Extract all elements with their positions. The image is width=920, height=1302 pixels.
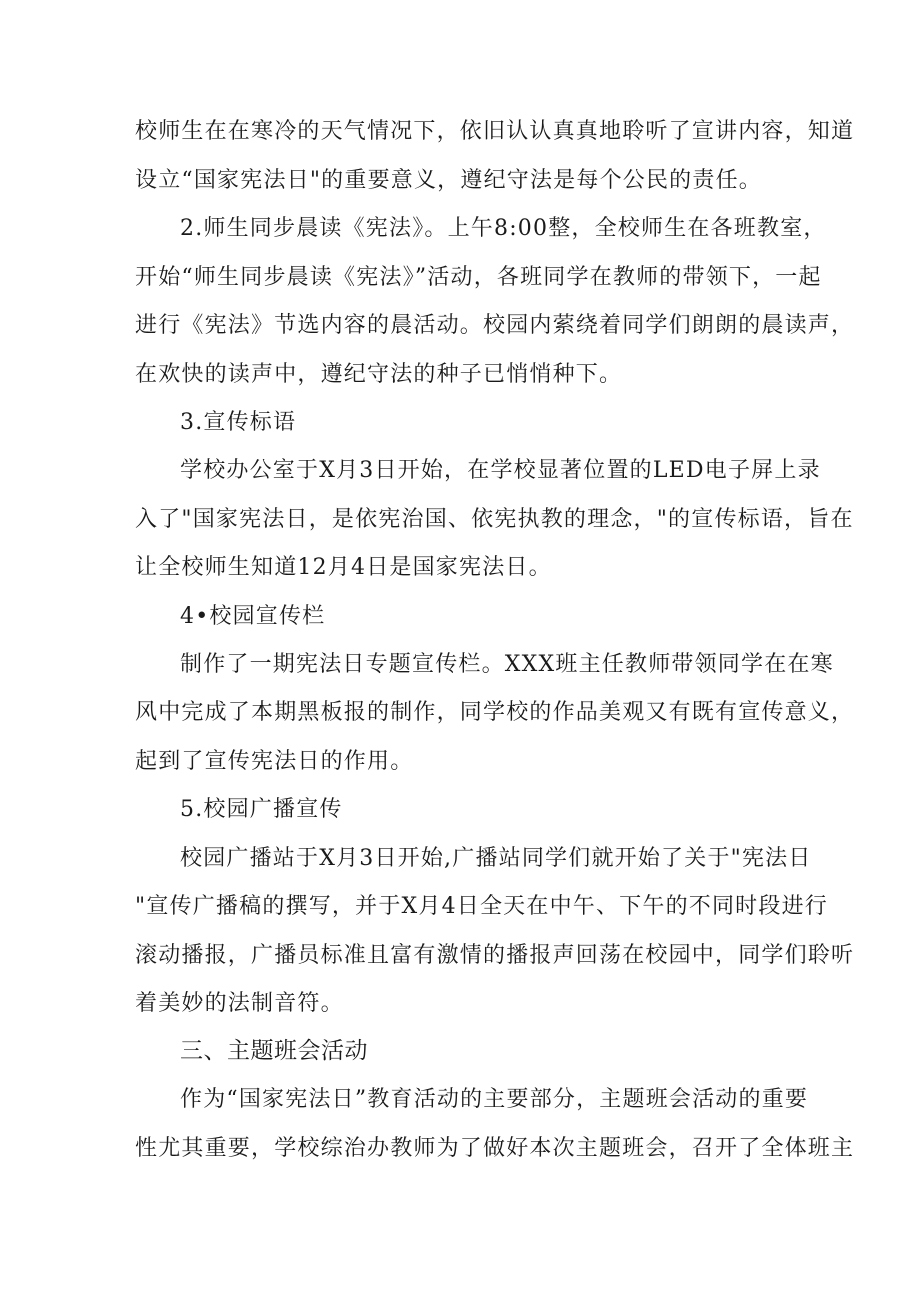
body-text-line: 校园广播站于X月3日开始,广播站同学们就开始了关于"宪法日 <box>180 846 812 871</box>
body-text-line: 学校办公室于X月3日开始，在学校显著位置的LED电子屏上录 <box>180 458 821 483</box>
body-text-line: 起到了宣传宪法日的作用。 <box>135 749 414 774</box>
subheading: 4•校园宣传栏 <box>180 604 326 629</box>
body-text-line: 在欢快的读声中，遵纪守法的种子已悄悄种下。 <box>135 362 623 387</box>
body-text-line: "宣传广播稿的撰写，并于X月4日全天在中午、下午的不同时段进行 <box>135 894 828 919</box>
body-text-line: 制作了一期宪法日专题宣传栏。XXX班主任教师带领同学在在寒 <box>180 652 834 677</box>
body-text-line: 滚动播报，广播员标准且富有激情的播报声回荡在校园中，同学们聆听 <box>135 943 855 968</box>
body-text-line: 入了"国家宪法日，是依宪治国、依宪执教的理念，"的宣传标语，旨在 <box>135 507 854 532</box>
body-text-line: 性尤其重要，学校综治办教师为了做好本次主题班会，召开了全体班主 <box>135 1136 855 1161</box>
section-heading: 三、主题班会活动 <box>180 1038 368 1064</box>
body-text-line: 校师生在在寒冷的天气情况下，依旧认认真真地聆听了宣讲内容，知道 <box>135 119 855 144</box>
body-text-line: 着美妙的法制音符。 <box>135 991 344 1016</box>
subheading: 3.宣传标语 <box>180 410 297 435</box>
body-text-line: 进行《宪法》节选内容的晨活动。校园内萦绕着同学们朗朗的晨读声， <box>135 313 855 338</box>
body-text-line: 开始“师生同步晨读《宪法》”活动，各班同学在教师的带领下，一起 <box>135 265 822 290</box>
body-text-line: 设立“国家宪法日"的重要意义，遵纪守法是每个公民的责任。 <box>135 168 762 193</box>
subheading: 5.校园广播宣传 <box>180 797 343 822</box>
body-text-line: 风中完成了本期黑板报的制作，同学校的作品美观又有既有宣传意义， <box>135 700 855 725</box>
numbered-paragraph-line: 2.师生同步晨读《宪法》。上午8:00整，全校师生在各班教室， <box>180 216 827 241</box>
body-text-line: 作为“国家宪法日”教育活动的主要部分，主题班会活动的重要 <box>180 1087 809 1112</box>
body-text-line: 让全校师生知道12月4日是国家宪法日。 <box>135 555 552 580</box>
